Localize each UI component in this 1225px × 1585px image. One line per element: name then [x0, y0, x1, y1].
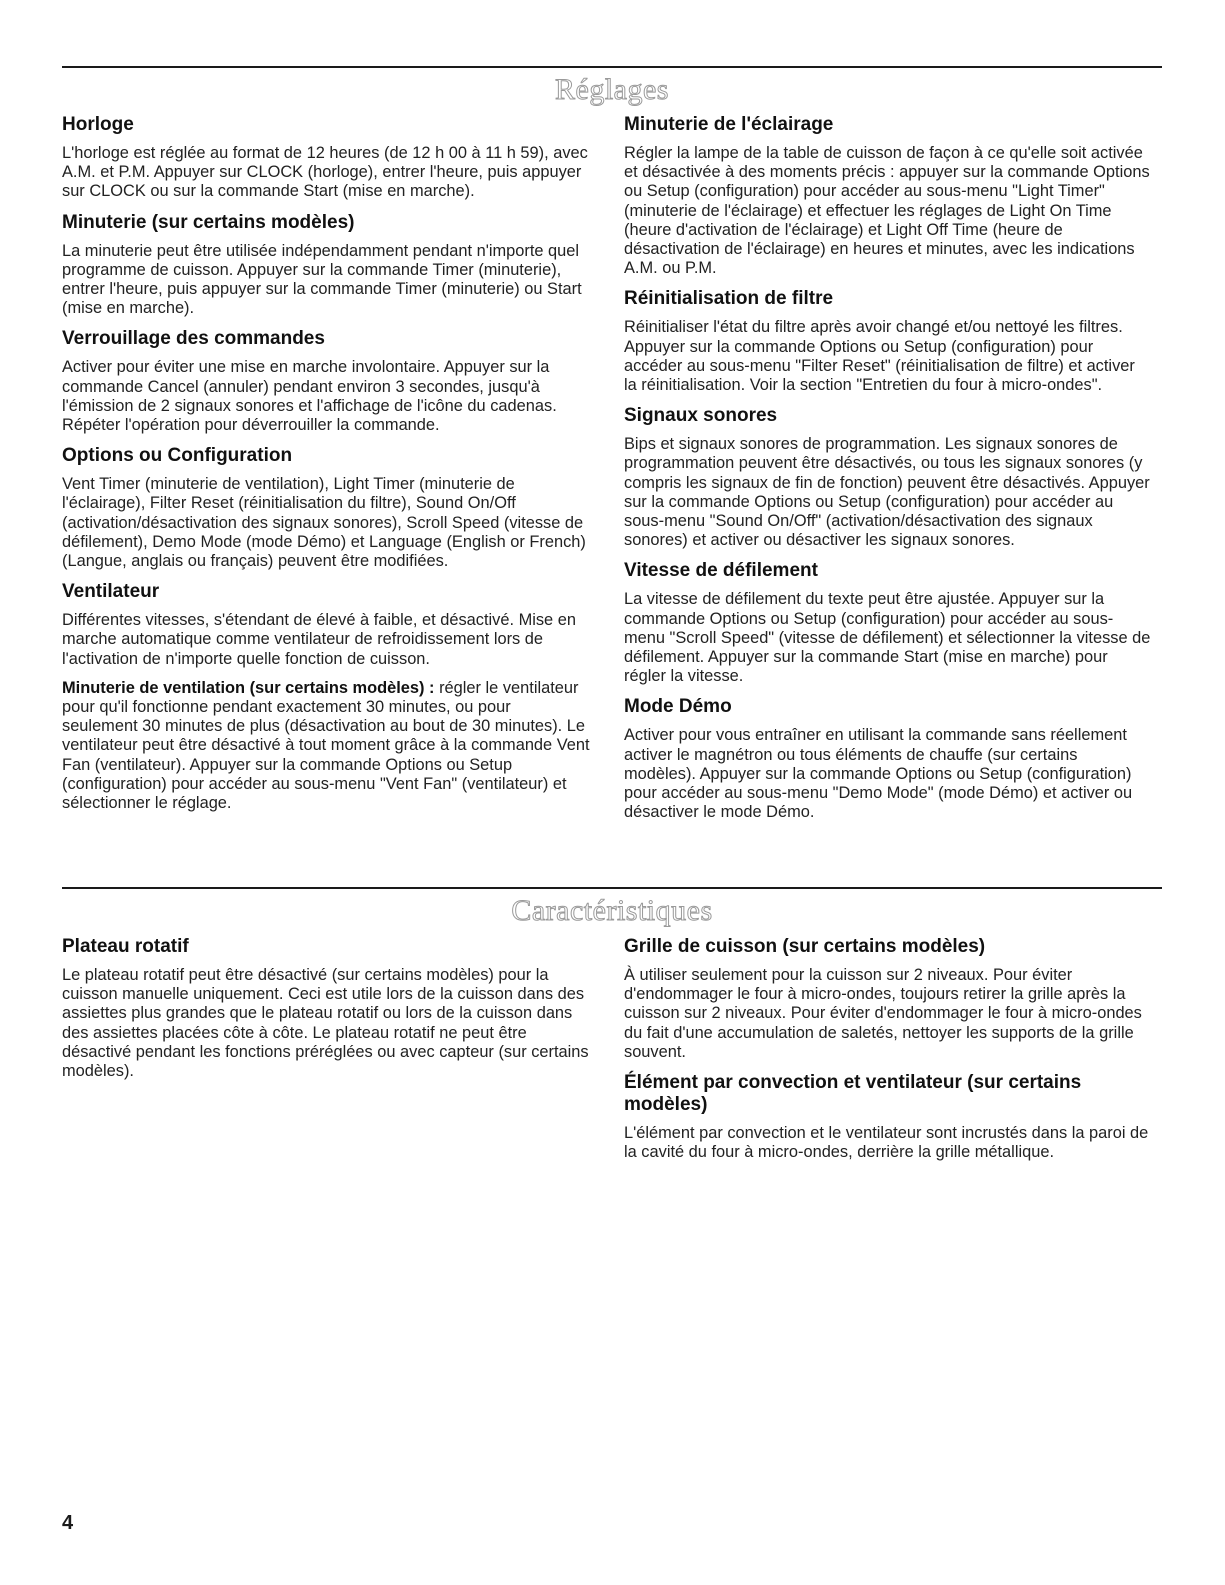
heading-ventilateur: Ventilateur	[62, 581, 160, 603]
text-mode-demo: Activer pour vous entraîner en utilisant la commande sans réellement activer le magnétron ou tous éléments de chauffe (sur certains modèles). Appuyer sur la commande Options ou Setup (configuration) pour accéder au sous-menu "Demo Mode" (mode Démo) et activer ou désactiver le mode Démo.	[624, 726, 1133, 822]
text-vitesse-defilement: La vitesse de défilement du texte peut être ajustée. Appuyer sur la commande Options ou Setup (configuration) pour accéder au sous-menu "Scroll Speed" (vitesse de défilement) et sélectionner la vitesse de défilement. Appuyer sur la commande Start (mise en marche) pour régler la vitesse.	[624, 590, 1151, 686]
reglages-right-column	[624, 114, 1152, 832]
text-ventilateur: Différentes vitesses, s'étendant de élevé à faible, et désactivé. Mise en marche automatique comme ventilateur de refroidissement lors de l'activation de n'importe quelle fonction de cuisson.	[62, 611, 576, 668]
text-minuterie-eclairage: Régler la lampe de la table de cuisson de façon à ce qu'elle soit activée et désactivée à des moments précis : appuyer sur la commande Options ou Setup (configuration) pour accéder au sous-menu "Light Timer" (minuterie de l'éclairage) et effectuer les réglages de Light On Time (heure d'activation de l'éclairage) et Light Off Time (heure de désactivation de l'éclairage) en heures et minutes, avec les indications A.M. ou P.M.	[624, 144, 1150, 278]
caracteristiques-title: Caractéristiques	[511, 894, 713, 927]
vent-timer-body: régler le ventilateur pour qu'il fonctionne pendant exactement 30 minutes, ou pour seulement 30 minutes de plus (désactivation au bout de 30 minutes). Le ventilateur peut être désactivé à tout moment grâce à la commande Vent Fan (ventilateur). Appuyer sur la commande Options ou Setup (configuration) pour accéder au sous-menu "Vent Fan" (ventilateur) et sélectionner le réglage.	[62, 678, 590, 813]
text-vent-timer	[62, 679, 590, 813]
reglages-rule	[62, 66, 1162, 68]
caracteristiques-right-column	[624, 936, 1152, 1172]
text-signaux-sonores: Bips et signaux sonores de programmation. Les signaux sonores de programmation peuvent être désactivés, ou tous les signaux sonores (y compris les signaux de fin de fonction) peuvent être désactivés. Appuyer sur la commande Options ou Setup (configuration) pour accéder au sous-menu "Sound On/Off" (activation/désactivation des signaux sonores) et activer ou désactiver les signaux sonores.	[624, 435, 1150, 550]
heading-reinitialisation-filtre: Réinitialisation de filtre	[624, 288, 834, 310]
text-options: Vent Timer (minuterie de ventilation), Light Timer (minuterie de l'éclairage), Filter Reset (réinitialisation du filtre), Sound On/Off (activation/désactivation des signaux sonores), Scroll Speed (vitesse de défilement), Demo Mode (mode Démo) et Language (English or French) (Langue, anglais ou français) peuvent être modifiées.	[62, 475, 586, 571]
text-plateau-rotatif: Le plateau rotatif peut être désactivé (sur certains modèles) pour la cuisson manuelle uniquement. Ceci est utile lors de la cuisson dans des assiettes plus grandes que le plateau rotatif ou lors de la cuisson dans des assiettes placées côte à côte. Le plateau rotatif ne peut être désactivé pendant les fonctions préréglées ou avec capteur (sur certains modèles).	[62, 966, 589, 1081]
heading-mode-demo: Mode Démo	[624, 696, 732, 718]
text-horloge: L'horloge est réglée au format de 12 heures (de 12 h 00 à 11 h 59), avec A.M. et P.M. Appuyer sur CLOCK (horloge), entrer l'heure, puis appuyer sur CLOCK ou sur la commande Start (mise en marche).	[62, 144, 588, 201]
heading-element-convection: Élément par convection et ventilateur (sur certains modèles)	[624, 1072, 1082, 1116]
heading-vitesse-defilement: Vitesse de défilement	[624, 560, 818, 582]
caracteristiques-rule	[62, 887, 1162, 889]
text-element-convection: L'élément par convection et le ventilateur sont incrustés dans la paroi de la cavité du four à micro-ondes, derrière la grille métallique.	[624, 1124, 1149, 1162]
heading-plateau-rotatif: Plateau rotatif	[62, 936, 189, 957]
heading-verrouillage: Verrouillage des commandes	[62, 328, 325, 350]
caracteristiques-left-column	[62, 936, 590, 1091]
text-grille-cuisson: À utiliser seulement pour la cuisson sur 2 niveaux. Pour éviter d'endommager le four à micro-ondes, toujours retirer la grille après la cuisson sur 2 niveaux. Pour éviter d'endommager le four à micro-ondes du fait d'une accumulation de saletés, nettoyer les supports de la grille souvent.	[624, 966, 1142, 1061]
heading-horloge: Horloge	[62, 114, 134, 135]
text-minuterie: La minuterie peut être utilisée indépendamment pendant n'importe quel programme de cuisson. Appuyer sur la commande Timer (minuterie), entrer l'heure, puis appuyer sur la commande Timer (minuterie) ou Start (mise en marche).	[62, 241, 582, 318]
heading-minuterie-eclairage: Minuterie de l'éclairage	[624, 114, 834, 135]
reglages-title: Réglages	[555, 73, 669, 106]
heading-grille-cuisson: Grille de cuisson (sur certains modèles)	[624, 936, 986, 957]
text-reinitialisation-filtre: Réinitialiser l'état du filtre après avoir changé et/ou nettoyé les filtres. Appuyer sur la commande Options ou Setup (configuration) pour accéder au sous-menu "Filter Reset" (réinitialisation de filtre) et activer la réinitialisation. Voir la section "Entretien du four à micro-ondes".	[624, 318, 1135, 395]
text-verrouillage: Activer pour éviter une mise en marche involontaire. Appuyer sur la commande Cancel (annuler) pendant environ 3 secondes, jusqu'à l'émission de 2 signaux sonores et l'affichage de l'icône du cadenas. Répéter l'opération pour déverrouiller la commande.	[62, 358, 557, 435]
heading-options: Options ou Configuration	[62, 445, 293, 467]
heading-signaux-sonores: Signaux sonores	[624, 405, 778, 427]
heading-minuterie: Minuterie (sur certains modèles)	[62, 211, 355, 233]
page-number: 4	[62, 1512, 74, 1534]
vent-timer-lead: Minuterie de ventilation (sur certains modèles) :	[62, 678, 435, 697]
reglages-left-column	[62, 114, 590, 823]
